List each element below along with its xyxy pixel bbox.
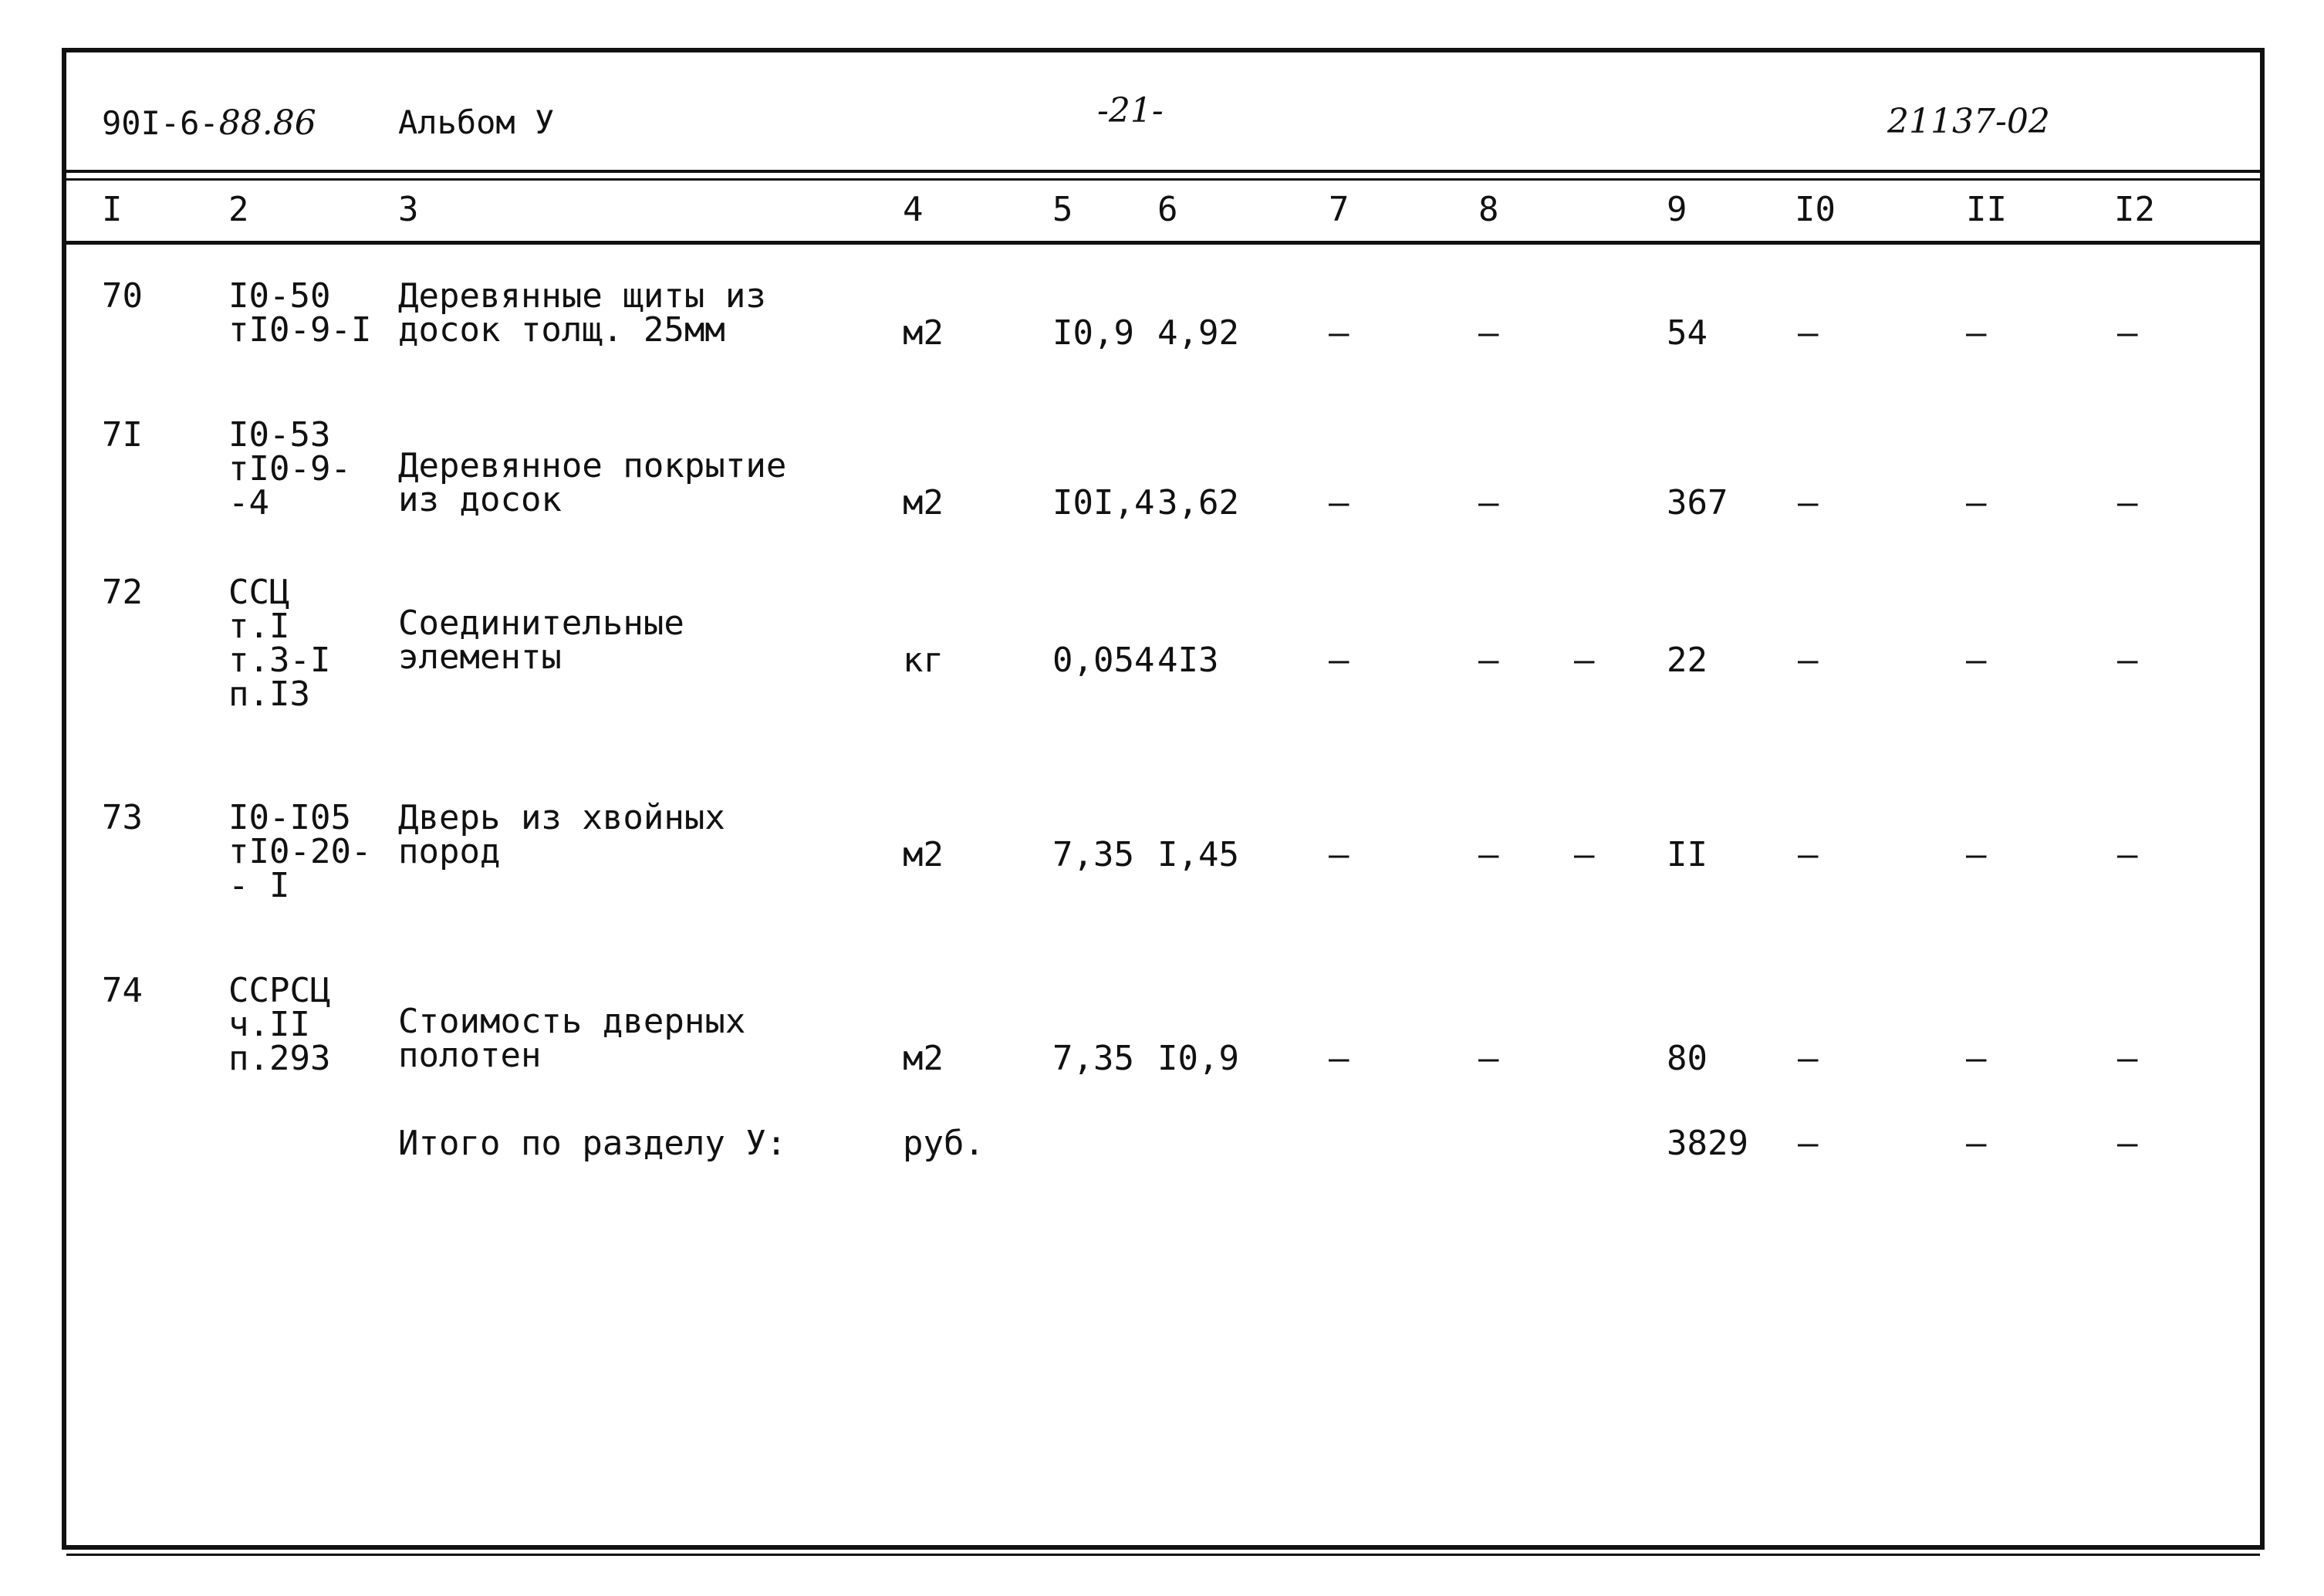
unit: м2 [903, 483, 944, 522]
unit: кг [903, 641, 944, 680]
rate-code: I0-50 тI0-9-I [228, 276, 372, 350]
total-col10: – [1798, 1124, 1819, 1163]
rate-code: ССЦ т.I т.3-I п.I3 [228, 573, 331, 714]
col10-value: – [1798, 835, 1819, 874]
total-unit: руб. [903, 1124, 985, 1163]
column-number-10: I0 [1795, 190, 1836, 229]
work-name: Деревянные щиты из досок толщ. 25мм [398, 276, 766, 350]
unit-cost: 4I3 [1157, 641, 1219, 680]
quantity: 0,054 [1052, 641, 1155, 680]
document-code: 21137-02 [1887, 102, 2050, 141]
total-sum: 3829 [1667, 1124, 1748, 1163]
unit: м2 [903, 1039, 944, 1078]
col7-value: – [1329, 835, 1349, 874]
col10-value: – [1798, 641, 1819, 680]
unit-cost: I,45 [1157, 835, 1239, 874]
total-label: Итого по разделу У: [398, 1124, 787, 1163]
col7-value: – [1329, 483, 1349, 522]
rate-code: I0-I05 тI0-20- - I [228, 798, 372, 905]
row-number: 72 [102, 573, 143, 612]
col8-value: – [1478, 641, 1499, 680]
unit: м2 [903, 835, 944, 874]
column-number-3: 3 [398, 190, 419, 229]
column-number-4: 4 [903, 190, 924, 229]
column-number-1: I [102, 190, 123, 229]
column-number-2: 2 [228, 190, 249, 229]
album-title: Альбом У [398, 103, 555, 141]
page-number: -21- [1097, 91, 1164, 130]
bottom-rule [66, 1554, 2260, 1556]
unit: м2 [903, 313, 944, 353]
col12-value: – [2117, 641, 2138, 680]
row-number: 70 [102, 276, 143, 316]
col11-value: – [1966, 483, 1987, 522]
unit-cost: 4,92 [1157, 313, 1239, 353]
total-cost: 367 [1667, 483, 1728, 522]
work-name: Дверь из хвойных пород [398, 798, 725, 871]
rate-code: ССРСЦ ч.II п.293 [228, 971, 331, 1078]
total-col12: – [2117, 1124, 2138, 1163]
col12-value: – [2117, 483, 2138, 522]
col7-value: – [1329, 1039, 1349, 1078]
column-number-9: 9 [1667, 190, 1687, 229]
col8-value: – [1478, 1039, 1499, 1078]
row-number: 74 [102, 971, 143, 1010]
column-number-11: II [1966, 190, 2007, 229]
total-cost: 22 [1667, 641, 1708, 680]
col7-value: – [1329, 313, 1349, 353]
work-name: Стоимость дверных полотен [398, 1002, 746, 1075]
col8-value: – [1478, 313, 1499, 353]
header-rule-top-2 [66, 178, 2260, 181]
total-cost: 80 [1667, 1039, 1708, 1078]
work-name: Соединительные элементы [398, 604, 684, 677]
column-number-7: 7 [1329, 190, 1349, 229]
series-prefix: 90I-6- [102, 104, 219, 142]
total-cost: II [1667, 835, 1708, 874]
quantity: 7,35 [1052, 1039, 1134, 1078]
col11-value: – [1966, 641, 1987, 680]
series-handwritten: 88.86 [218, 103, 316, 143]
column-number-6: 6 [1157, 190, 1178, 229]
total-col11: – [1966, 1124, 1987, 1163]
total-cost: 54 [1667, 313, 1708, 353]
work-name: Деревянное покрытие из досок [398, 446, 787, 519]
col12-value: – [2117, 313, 2138, 353]
quantity: I0I,4 [1052, 483, 1155, 522]
quantity: I0,9 [1052, 313, 1134, 353]
page-frame [62, 48, 2265, 1550]
row-number: 7I [102, 415, 143, 455]
col11-value: – [1966, 835, 1987, 874]
col8-extra-value: – [1574, 641, 1595, 680]
col10-value: – [1798, 483, 1819, 522]
col10-value: – [1798, 1039, 1819, 1078]
header-rule-top [66, 170, 2260, 173]
col7-value: – [1329, 641, 1349, 680]
col11-value: – [1966, 313, 1987, 353]
series-code [102, 103, 316, 143]
column-number-5: 5 [1052, 190, 1073, 229]
col10-value: – [1798, 313, 1819, 353]
column-number-8: 8 [1478, 190, 1499, 229]
column-header-rule [66, 241, 2260, 245]
col8-value: – [1478, 835, 1499, 874]
col8-extra-value: – [1574, 835, 1595, 874]
unit-cost: I0,9 [1157, 1039, 1239, 1078]
col8-value: – [1478, 483, 1499, 522]
col12-value: – [2117, 1039, 2138, 1078]
column-number-12: I2 [2114, 190, 2155, 229]
quantity: 7,35 [1052, 835, 1134, 874]
unit-cost: 3,62 [1157, 483, 1239, 522]
col11-value: – [1966, 1039, 1987, 1078]
rate-code: I0-53 тI0-9- -4 [228, 415, 351, 522]
col12-value: – [2117, 835, 2138, 874]
row-number: 73 [102, 798, 143, 837]
